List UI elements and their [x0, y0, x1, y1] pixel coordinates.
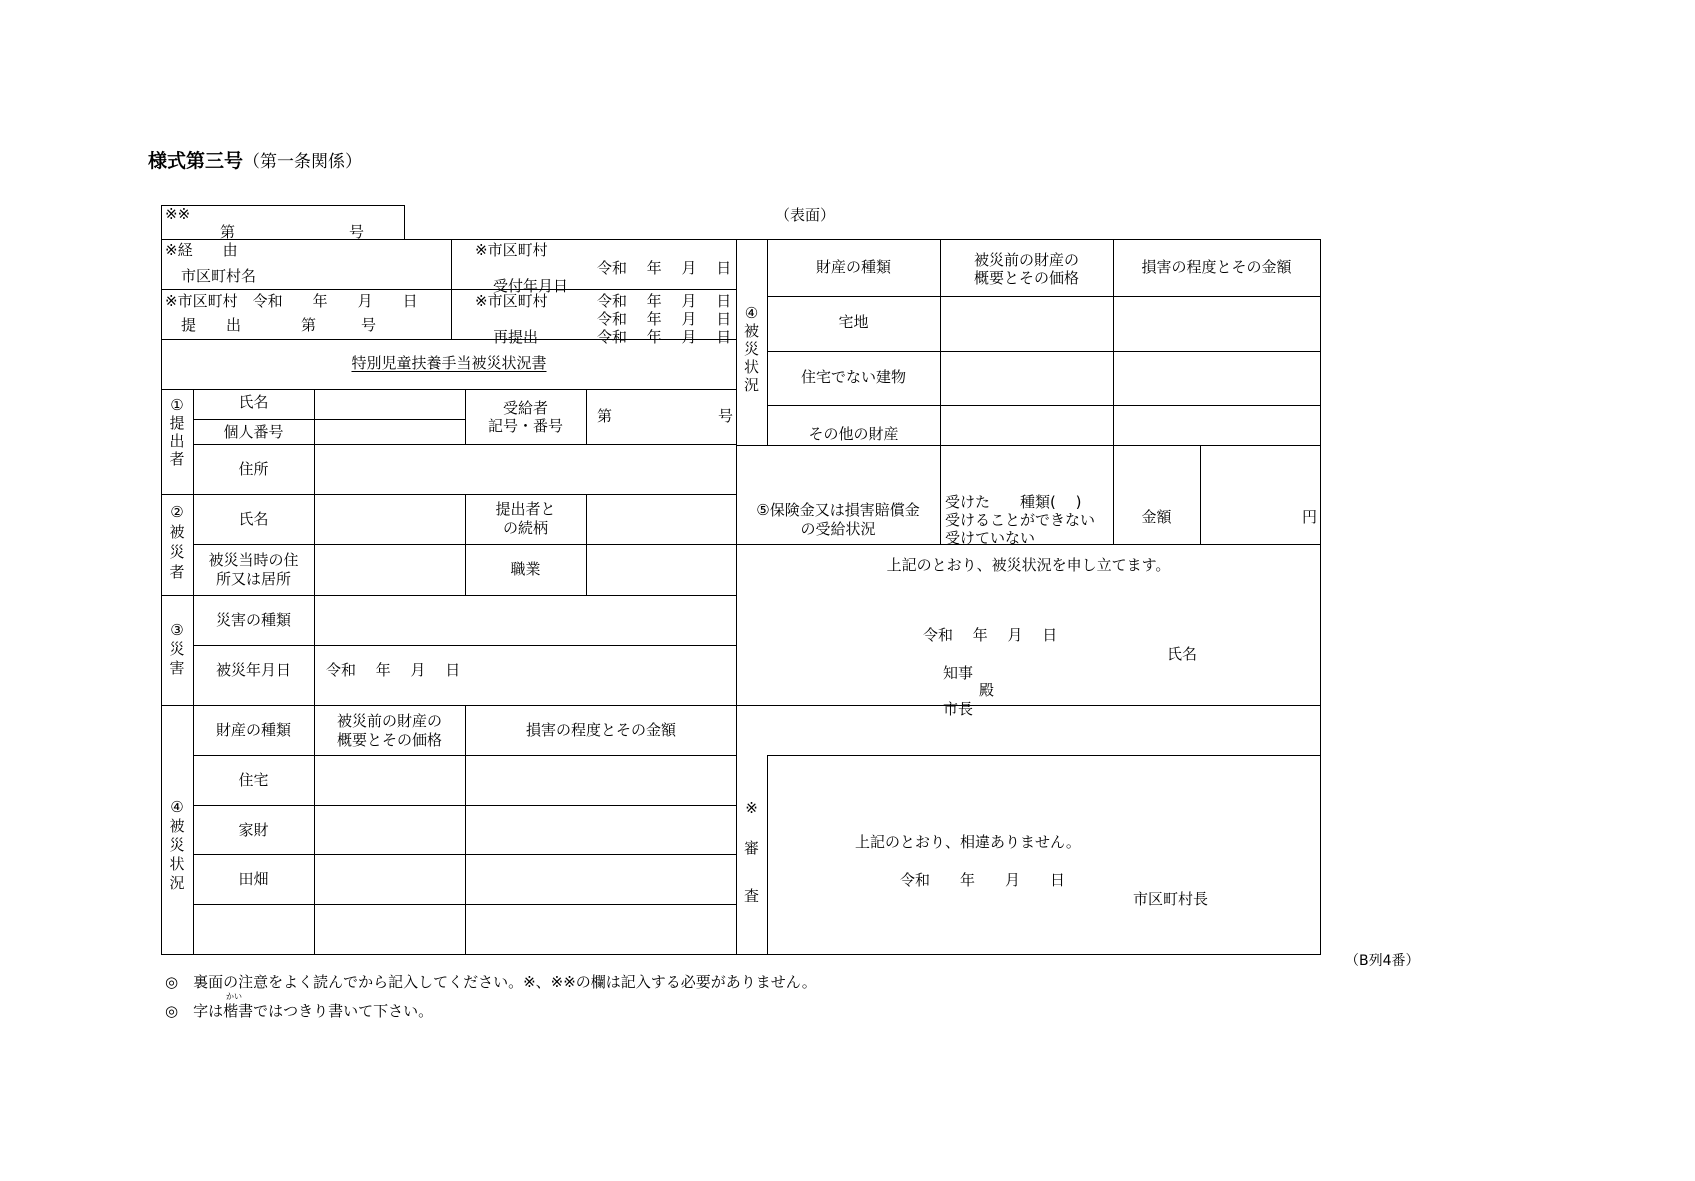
col-damage-right: 損害の程度とその金額	[1141, 258, 1292, 276]
face-label: （表面）	[775, 206, 836, 224]
review-text: 上記のとおり、相違ありません。	[855, 833, 1081, 851]
row-jutaku: 住宅	[238, 771, 269, 789]
disaster-date-value: 令和 年 月 日	[326, 661, 461, 679]
victim-address-label: 被災当時の住 所又は居所	[208, 551, 299, 588]
option-not-received: 受けていない	[945, 529, 1036, 547]
reference-dai: 第	[220, 223, 236, 241]
col-before-left: 被災前の財産の 概要とその価格	[336, 712, 442, 749]
uketsuke-date: 令和 年 月 日	[597, 259, 732, 277]
job-label: 職業	[510, 560, 541, 578]
submitter-address-label: 住所	[238, 460, 269, 478]
declaration-date: 令和 年 月 日	[923, 626, 1058, 644]
section-1-label: ① 提 出 者	[169, 396, 185, 468]
option-cannot: 受けることができない	[945, 511, 1096, 529]
declaration-text: 上記のとおり、被災状況を申し立てます。	[886, 556, 1171, 574]
insurance-options	[945, 493, 1095, 547]
form-title-note: （第一条関係）	[243, 152, 363, 172]
relation-label: 提出者と の続柄	[495, 500, 556, 537]
submitter-number-label: 個人番号	[223, 423, 284, 441]
victim-name-label: 氏名	[238, 510, 269, 528]
section-4-label-right: ④ 被 災 状 況	[743, 304, 759, 394]
ruby-kai: かい	[226, 992, 242, 1001]
mayor-label: 市長	[943, 700, 974, 718]
saiteishutsu-label: ※市区町村	[475, 292, 548, 310]
reference-go: 号	[349, 223, 365, 241]
note-2: ◎ 字は楷書ではつきり書いて下さい。	[165, 1002, 434, 1020]
review-label: ※ 審 査	[743, 799, 759, 905]
reiwa-date-2: 令和 年 月 日	[597, 310, 732, 328]
reiwa-date-1: 令和 年 月 日	[597, 292, 732, 310]
document-title: 特別児童扶養手当被災状況書	[351, 354, 547, 372]
col-damage-left: 損害の程度とその金額	[525, 721, 676, 739]
reference-mark: ※※	[165, 205, 191, 223]
col-kind-right: 財産の種類	[815, 258, 891, 276]
col-kind-left: 財産の種類	[215, 721, 291, 739]
form-title-main: 様式第三号	[148, 150, 244, 172]
reiwa-date-3: 令和 年 月 日	[597, 328, 732, 346]
disaster-kind-label: 災害の種類	[215, 611, 291, 629]
col-before-right: 被災前の財産の 概要とその価格	[973, 251, 1079, 287]
teishutsu-number: 提 出 第 号	[181, 316, 377, 334]
section-3-label: ③ 災 害	[169, 621, 185, 677]
teishutsu-label: ※市区町村 令和 年 月 日	[165, 292, 418, 310]
amount-label: 金額	[1141, 508, 1172, 526]
section-2-label: ② 被 災 者	[169, 503, 185, 581]
row-kazai: 家財	[238, 821, 269, 839]
disaster-date-label: 被災年月日	[215, 661, 291, 679]
form-title	[148, 152, 362, 171]
form-paper	[145, 148, 1425, 1020]
keiyu-name: 市区町村名	[181, 267, 257, 285]
paper-size-label: （B列4番）	[1345, 953, 1420, 969]
uketsuke-label: ※市区町村	[475, 241, 548, 259]
row-non-house: 住宅でない建物	[800, 368, 906, 386]
saiteishutsu-sublabel: 再提出	[493, 328, 539, 346]
governor-label: 知事	[943, 664, 974, 682]
row-takuchi: 宅地	[838, 313, 869, 331]
review-mayor: 市区町村長	[1133, 890, 1209, 908]
insurance-label: ⑤保険金又は損害賠償金 の受給状況	[756, 501, 920, 538]
review-date: 令和 年 月 日	[900, 871, 1066, 889]
row-denpata: 田畑	[238, 870, 269, 888]
keiyu-label: ※経 由	[165, 241, 238, 259]
submitter-name-label: 氏名	[238, 393, 269, 411]
option-received: 受けた 種類( )	[945, 493, 1082, 511]
dono-label: 殿	[979, 681, 995, 699]
note-1: ◎ 裏面の注意をよく読んでから記入してください。※、※※の欄は記入する必要がありません。	[165, 973, 817, 991]
uketsuke-sublabel: 受付年月日	[493, 277, 569, 295]
recipient-dai: 第	[597, 407, 613, 425]
yen-label: 円	[1302, 508, 1318, 526]
recipient-label: 受給者 記号・番号	[487, 399, 563, 435]
section-4-label-left: ④ 被 災 状 況	[169, 798, 185, 892]
declaration-name: 氏名	[1167, 645, 1198, 663]
row-other: その他の財産	[808, 425, 899, 443]
recipient-go: 号	[718, 407, 734, 425]
